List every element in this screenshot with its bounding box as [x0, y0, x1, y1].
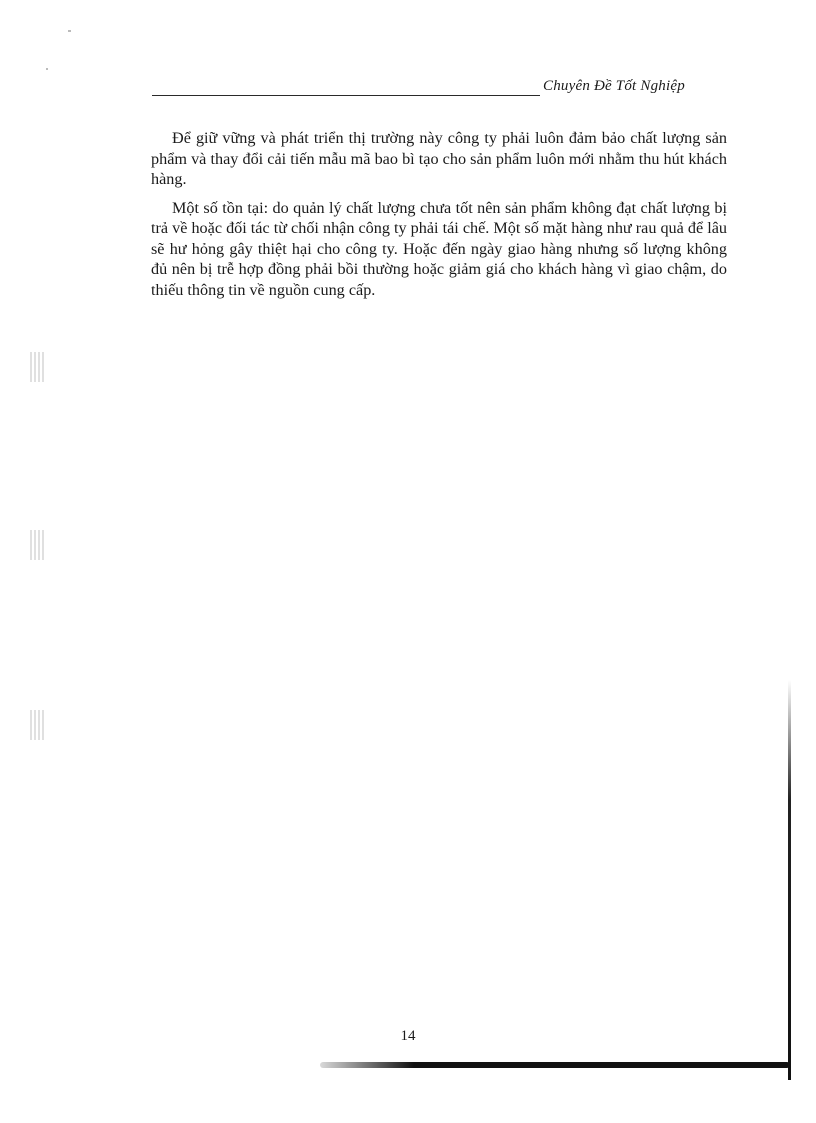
scan-smudge [30, 352, 46, 382]
header-rule [152, 95, 540, 96]
running-header-title: Chuyên Đề Tốt Nghiệp [543, 78, 685, 94]
scan-speck [46, 68, 48, 70]
body-text [151, 128, 727, 308]
paragraph: Để giữ vững và phát triển thị trường này công ty phải luôn đảm bảo chất lượng sản phẩm và thay đổi cải tiến mẫu mã bao bì tạo cho sản phẩm luôn mới nhằm thu hút khách hàng. [151, 129, 727, 188]
paragraph: Một số tồn tại: do quản lý chất lượng chưa tốt nên sản phẩm không đạt chất lượng bị trả về hoặc đối tác từ chối nhận công ty phải tái chế. Một số mặt hàng như rau quả để lâu sẽ hư hỏng gây thiệt hại cho công ty. Hoặc đến ngày giao hàng nhưng số lượng không đủ nên bị trễ hợp đồng phải bồi thường hoặc giảm giá cho khách hàng vì giao chậm, do thiếu thông tin về nguồn cung cấp. [151, 198, 727, 299]
scan-smudge [30, 530, 46, 560]
scan-speck [68, 30, 71, 32]
page-number: 14 [400, 1028, 416, 1044]
scan-smudge [30, 710, 46, 740]
scan-edge-shadow-bottom [320, 1062, 790, 1068]
scan-edge-shadow-right [788, 680, 791, 1080]
